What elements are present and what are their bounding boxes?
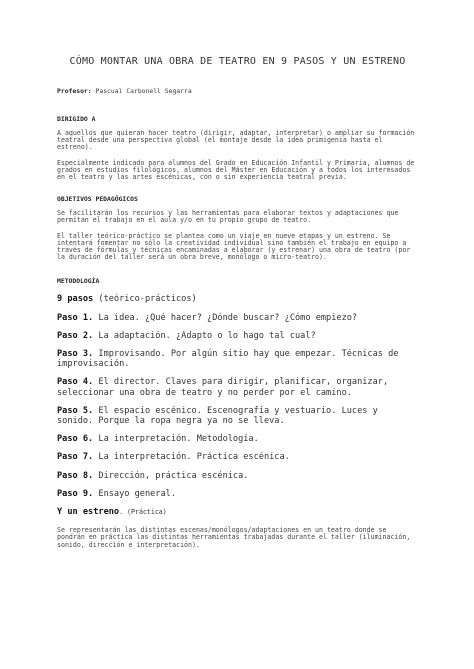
instructor-name: Pascual Carbonell Segarra — [95, 87, 192, 95]
step-label: Paso 4. — [57, 377, 94, 388]
step-text: La interpretación. Metodología. — [93, 434, 259, 445]
premiere-note: . (Práctica) — [119, 508, 167, 517]
step-item — [57, 349, 418, 369]
premiere-bold: Y un estreno — [57, 507, 120, 518]
step-label: Paso 8. — [57, 470, 94, 481]
section-heading-metodologia: METODOLOGÍA — [57, 277, 100, 286]
step-text: Improvisando. Por algún sitio hay que empezar. Técnicas de improvisación. — [57, 349, 399, 370]
step-item — [57, 452, 418, 462]
paragraph: Especialmente indicado para alumnos del Grado en Educación Infantil y Primaria, alumnos de grados en estudios filológicos, alumnos del Máster en Educación y a todos los interesados en el teatro y las artes escénicas, con o sin experiencia teatral previa. — [57, 158, 415, 182]
step-item — [57, 377, 418, 397]
step-text: La adaptación. ¿Adapto o lo hago tal cual? — [93, 330, 316, 341]
steps-heading-bold: 9 pasos — [57, 294, 94, 305]
steps-heading-rest: (teórico-prácticos) — [93, 294, 197, 305]
step-label: Paso 6. — [57, 434, 94, 445]
steps-heading — [57, 294, 418, 304]
step-text: El director. Claves para dirigir, planificar, organizar, seleccionar una obra de teatro y no perder por el camino. — [57, 377, 389, 398]
paragraph: El taller teórico-práctico se plantea como un viaje en nueve etapas y un estreno. Se intentará fomentar no sólo la creatividad individual sino también el trabajo en equipo a través de fórmulas y técnicas encaminadas a elaborar (y estrenar) una obra de teatro (por la duración del taller será un obra breve, monólogo o micro-teatro). — [57, 231, 411, 262]
step-label: Paso 7. — [57, 452, 94, 463]
instructor-line — [57, 87, 418, 95]
step-item — [57, 331, 418, 341]
paragraph: A aquellos que quieran hacer teatro (dirigir, adaptar, interpretar) o ampliar su formación teatral desde una perspectiva global (el montaje desde la idea primigenia hasta el estreno). — [57, 129, 415, 152]
step-item — [57, 406, 418, 426]
step-item — [57, 471, 418, 481]
step-label: Paso 5. — [57, 405, 94, 416]
step-label: Paso 2. — [57, 330, 94, 341]
paragraph: Se facilitarán los recursos y las herramientas para elaborar textos y adaptaciones que permitan el trabajo en el aula y/o en tu propio grupo de teatro. — [57, 209, 399, 225]
section-heading-dirigido: DIRIGIDO A — [57, 115, 96, 123]
document-title: CÓMO MONTAR UNA OBRA DE TEATRO EN 9 PASOS Y UN ESTRENO — [69, 56, 406, 67]
step-label: Paso 9. — [57, 488, 94, 499]
step-text: La idea. ¿Qué hacer? ¿Dónde buscar? ¿Cómo empiezo? — [93, 312, 358, 323]
premiere-line — [57, 507, 418, 517]
step-text: Ensayo general. — [93, 488, 177, 499]
step-text: La interpretación. Práctica escénica. — [93, 452, 290, 463]
step-label: Paso 1. — [57, 312, 94, 323]
step-item — [57, 489, 418, 499]
step-label: Paso 3. — [57, 349, 94, 360]
step-text: Dirección, práctica escénica. — [93, 470, 249, 481]
section-heading-objetivos: OBJETIVOS PEDAGÓGICOS — [57, 195, 138, 204]
closing-paragraph: Se representarán las distintas escenas/monólogos/adaptaciones en un teatro donde se pondrán en práctica las distintas herramientas trabajadas durante el taller (iluminación, sonido, dirección e interpretación). — [57, 526, 411, 549]
step-item — [57, 313, 418, 323]
instructor-label: Profesor: — [57, 87, 92, 95]
step-item — [57, 434, 418, 444]
step-text: El espacio escénico. Escenografía y vestuario. Luces y sonido. Porque la ropa negra ya no se lleva. — [57, 405, 378, 427]
